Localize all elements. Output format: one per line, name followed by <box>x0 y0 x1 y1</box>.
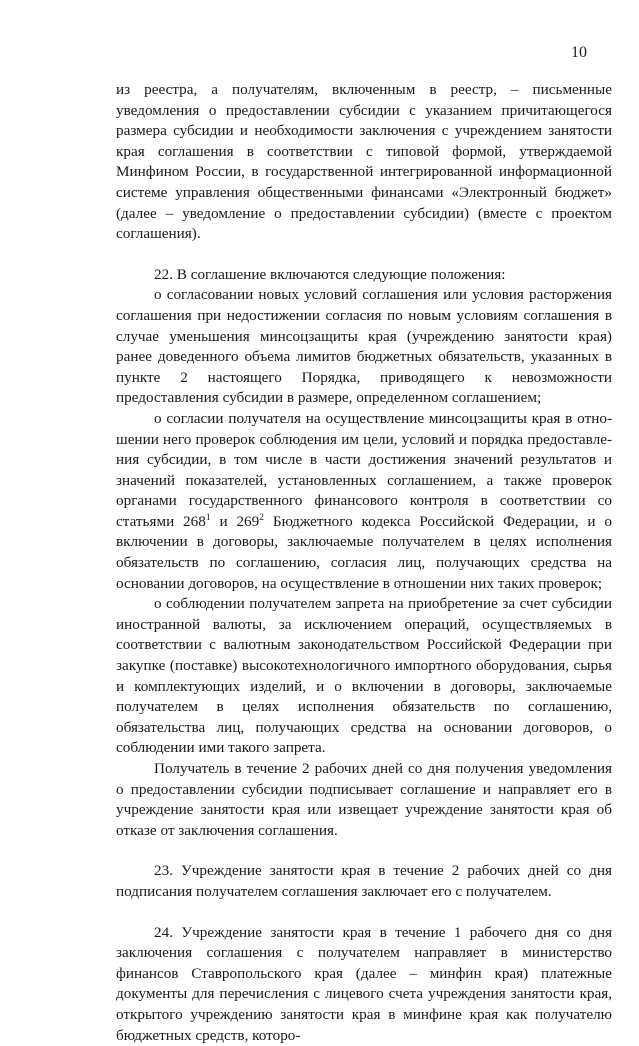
superscript: 1 <box>205 512 211 523</box>
page-number: 10 <box>571 44 587 61</box>
paragraph: Получатель в течение 2 рабочих дней со дня получения уведомления о предоставлении субсидии подписывает соглашение и направляет его в учреждение занятости края или извещает учреждение занятости края об отказе от заключения соглашения. <box>116 760 612 839</box>
paragraph: 23. Учреждение занятости края в течение 2 рабочих дней со дня подписания получателем соглашения заключает его с получателем. <box>116 862 612 900</box>
text-run: и 269 <box>210 512 260 530</box>
paragraph: 24. Учреждение занятости края в течение 1 рабочего дня со дня заключения соглашения с получателем направляет в министерство финансов Ставропольского края (далее – минфин края) платежные документы для перечисления с лицевого счета учреждения занятости края, открытого учреждению занятости края в минфине края как получателю бюджетных средств, которо- <box>116 923 612 1044</box>
paragraph: о соблюдении получателем запрета на приобретение за счет субсидии иностранной валюты, за исключением операций, осуществляемых в соответствии с валютным законодательством Российской Федерации при закупке (поставке) высокотехнологичного импортного оборудования, сырья и комплектующих изделий, и о включении в договоры, заключаемые получателем в целях исполнения обязательств по соглашению, обязательства лиц, получающих средства на основании договоров, о соблюдении ими такого запрета. <box>116 595 612 757</box>
paragraph <box>116 409 612 594</box>
document-body <box>116 80 612 1046</box>
paragraph: из реестра, а получателям, включенным в реестр, – письменные уведомления о предоставлении субсидии с указанием причитающегося размера субсидии и необходимости заключения с учреждением занятости края соглашения в соответствии с типовой формой, утверждаемой Минфином России, в государственной интегрированной информационной системе управления общественными финансами «Электронный бюджет» (далее – уведомление о предоставлении субсидии) (вместе с проектом соглашения). <box>116 81 612 243</box>
text-run: о согласии получателя на осуществление минсоцзащиты края в отношении него проверок соблюдения им цели, условий и порядка предоставления субсидии, в том числе в части достижения значений результатов и значений показателей, установленных соглашением, а также проверок органами государственного финансового контроля в соответствии со статьями 268 <box>116 409 612 530</box>
paragraph: о согласовании новых условий соглашения или условия расторжения соглашения при недостижении согласия по новым условиям соглашения в случае уменьшения минсоцзащиты края (учреждению занятости края) ранее доведенного объема лимитов бюджетных обязательств, указанных в пункте 2 настоящего Порядка, приводящего к невозможности предоставления субсидии в размере, определенном соглашением; <box>116 286 612 407</box>
paragraph: 22. В соглашение включаются следующие положения: <box>154 265 506 283</box>
text-run: Бюджетного кодекса Российской Федерации, и о включении в договоры, заключаемые получателем в целях исполнения обязательств по соглашению, согласия лиц, получающих средства на основании договоров, на осуществление в отношении них таких проверок; <box>116 512 612 592</box>
superscript: 2 <box>259 512 264 523</box>
